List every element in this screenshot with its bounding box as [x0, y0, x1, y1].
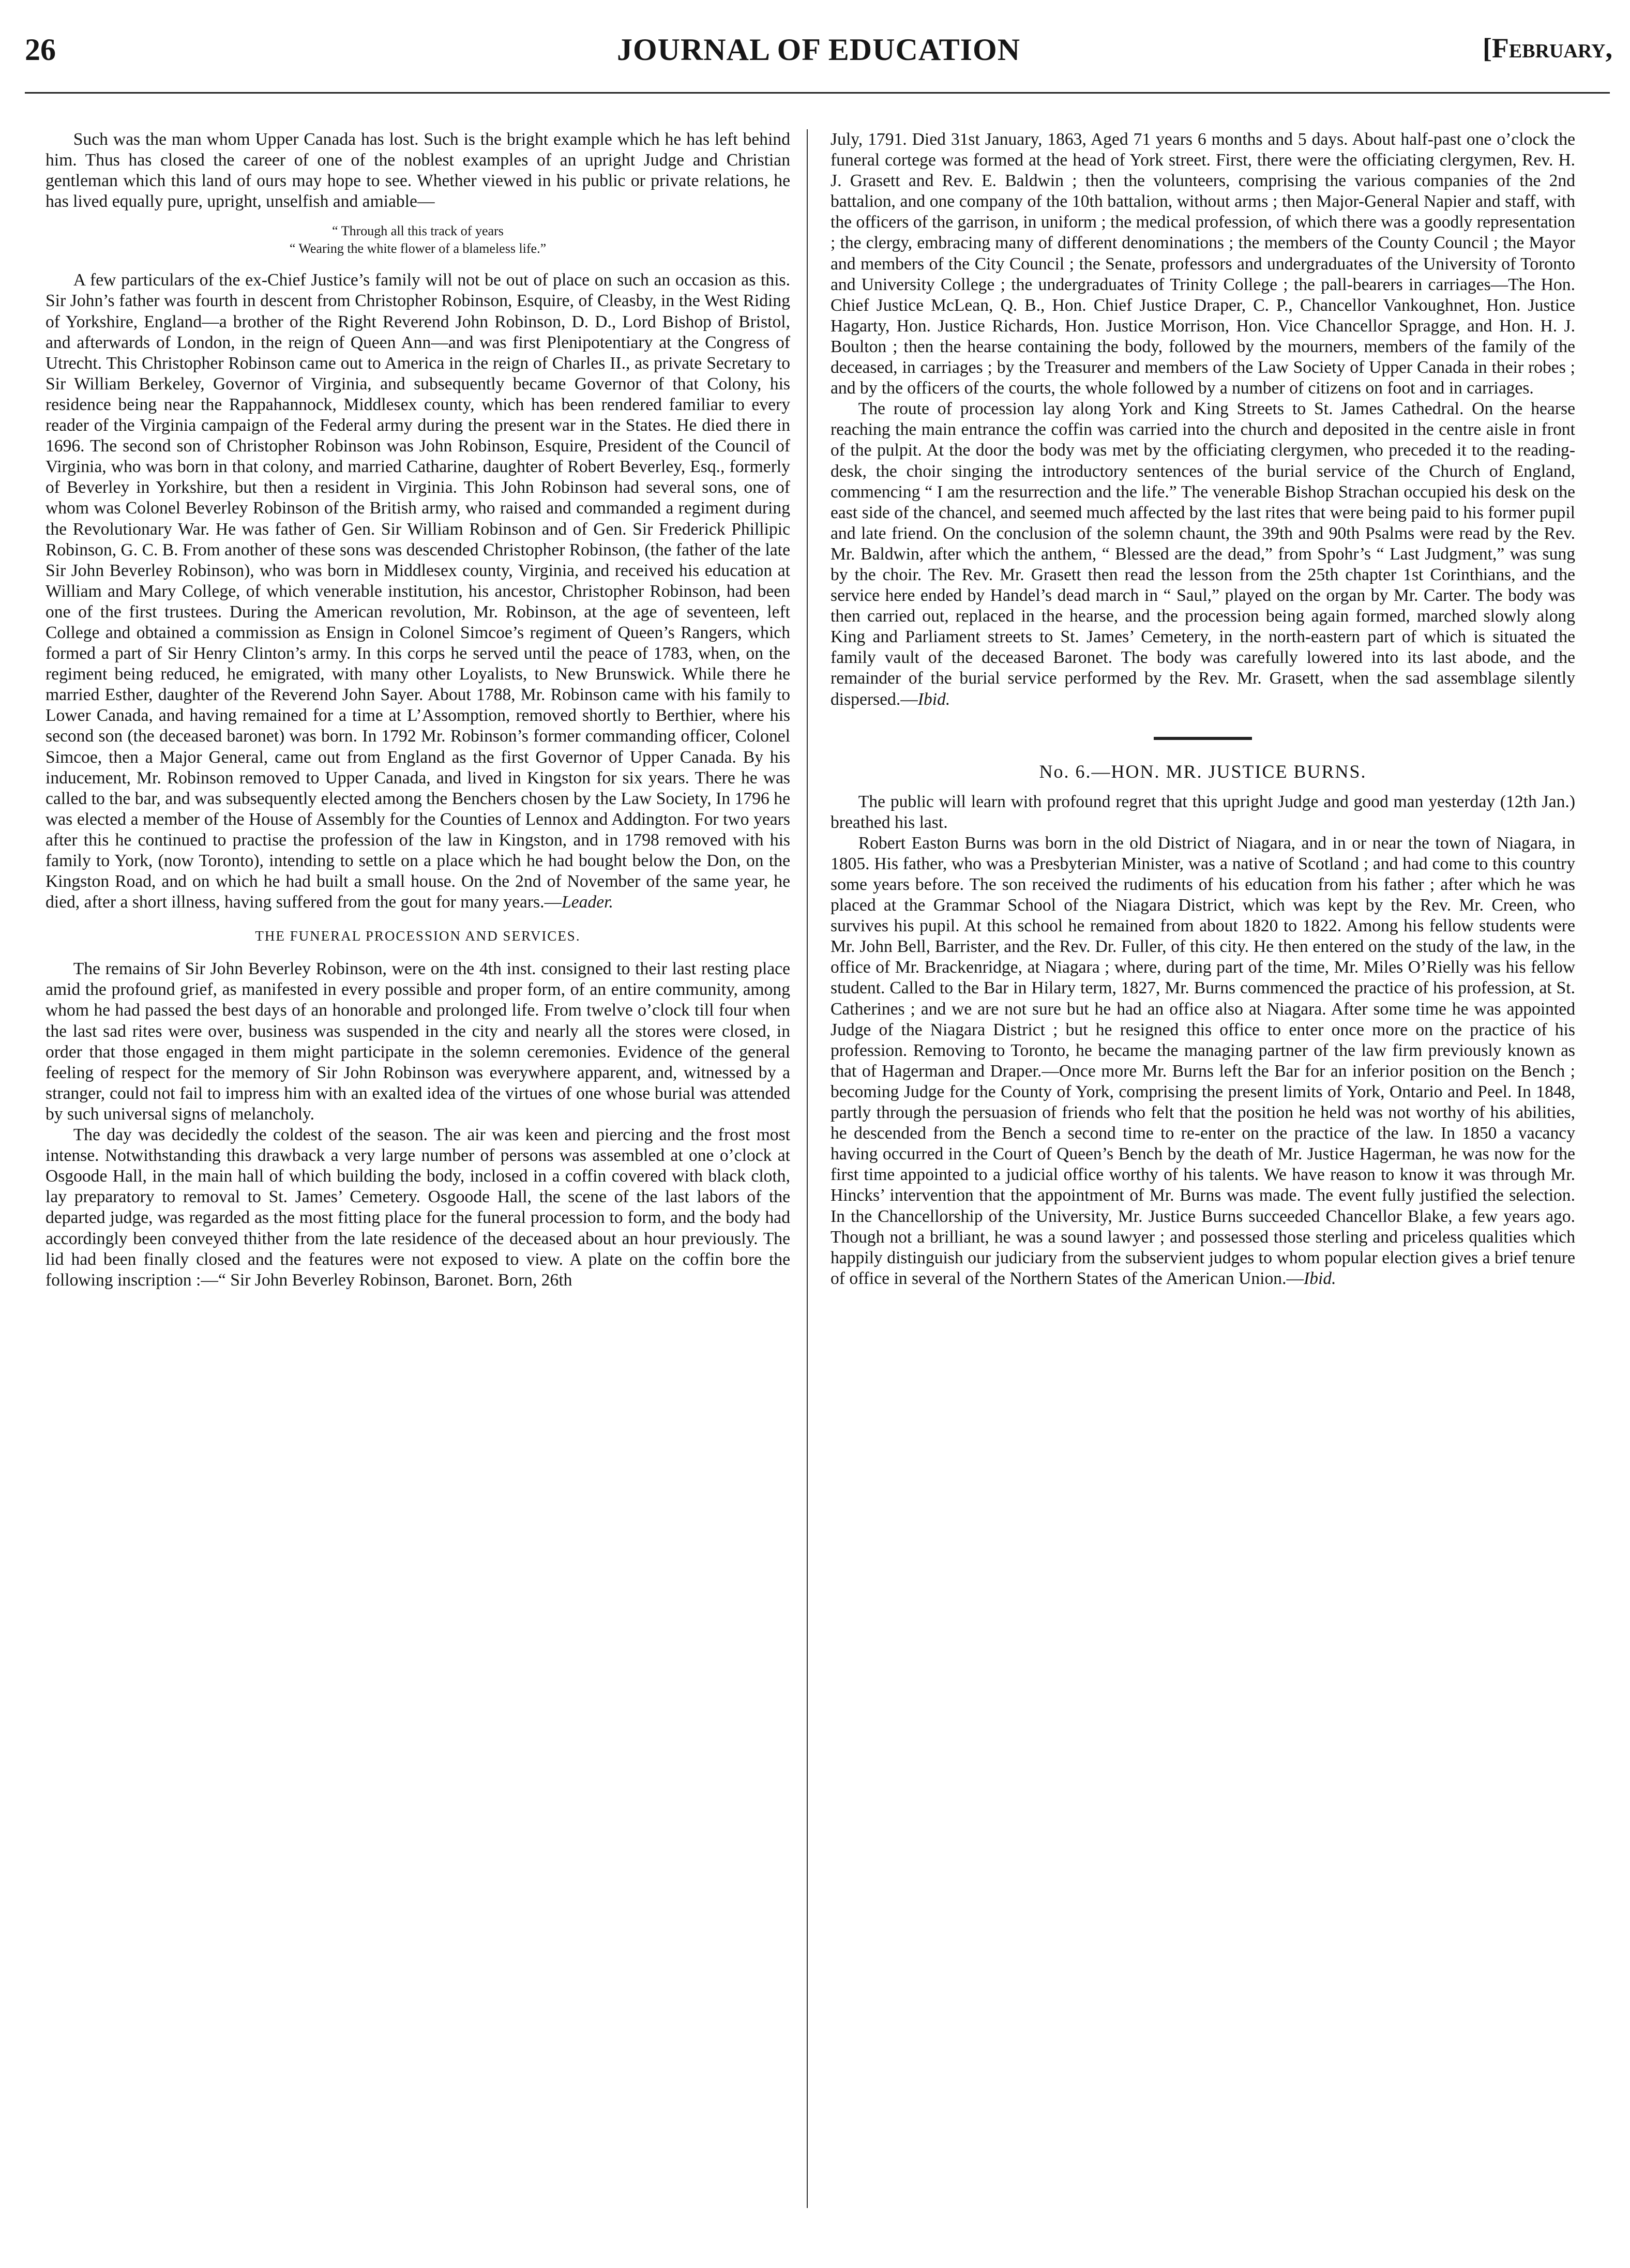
paragraph-text: The route of procession lay along York and King Streets to St. James Cathedral. On the hearse reaching the main entrance the coffin was carried into the church and deposited in the centre aisle in front of the pulpit. At the door the body was met by the officiating clergymen, who preceded it to the reading-desk, the choir singing the introductory sentences of the burial service of the Church of England, commencing “ I am the resurrection and the life.” The venerable Bishop Strachan occupied his desk on the east side of the chancel, and seemed much affected by the last rites that were being paid to his former pupil and late friend. On the conclusion of the solemn chaunt, the 39th and 90th Psalms were read by the Rev. Mr. Baldwin, after which the anthem, “ Blessed are the dead,” from Spohr’s “ Last Judgment,” was sung by the choir. The Rev. Mr. Grasett then read the lesson from the 25th chapter 1st Corinthians, and the service here ended by Handel’s dead march in “ Saul,” played on the organ by Mr. Carter. The body was then carried out, replaced in the hearse, and the procession being again formed, marched slowly along King and Parliament streets to St. James’ Cemetery, in the north-eastern part of which is situated the family vault of the deceased Baronet. The body was carefully lowered into its last abode, and the remainder of the burial service performed by the Rev. Mr. Grasett, when the sad assemblage silently dispersed.—	[831, 399, 1575, 709]
source-citation: Ibid.	[917, 689, 950, 709]
source-citation: Ibid.	[1304, 1268, 1336, 1288]
paragraph: Such was the man whom Upper Canada has lost. Such is the bright example which he has left behind him. Thus has closed the career of one of the noblest examples of an upright Judge and Christian gentleman which this land of ours may hope to see. Whether viewed in his public or private relations, he has lived equally pure, upright, unselfish and amiable—	[46, 130, 790, 211]
source-citation: Leader.	[562, 893, 613, 912]
paragraph	[831, 399, 1575, 709]
paragraph: The remains of Sir John Beverley Robinson, were on the 4th inst. consigned to their last resting place amid the profound grief, as manifested in every possible and proper form, of an entire community, among whom he had passed the best days of an honorable and prolonged life. From twelve o’clock till four when the last sad rites were over, business was suspended in the city and nearly all the stores were closed, in order that those engaged in them might participate in the solemn ceremonies. Evidence of the general feeling of respect for the memory of Sir John Robinson was everywhere apparent, and, witnessed by a stranger, could not fail to impress him with an exalted idea of the virtues of one whose burial was attended by such universal signs of melancholy.	[46, 959, 790, 1124]
section-rule	[1154, 737, 1252, 740]
right-column	[831, 129, 1575, 2229]
journal-title: JOURNAL OF EDUCATION	[616, 33, 1021, 67]
left-column	[46, 129, 790, 2229]
page-number: 26	[25, 33, 56, 67]
header-rule	[25, 92, 1610, 94]
page-header	[25, 32, 1612, 89]
verse-quote	[46, 222, 790, 258]
paragraph-text: Robert Easton Burns was born in the old District of Niagara, and in or near the town of Niagara, in 1805. His father, who was a Presbyterian Minister, was a native of Scotland ; and had come to this country some years before. The son received the rudiments of his education from his father ; after which he was placed at the Grammar School of the Niagara District, which was kept by the Rev. Mr. Creen, who survives his pupil. At this school he remained from about 1820 to 1822. Among his fellow students were Mr. John Bell, Barrister, and the Rev. Dr. Fuller, of this city. He then entered on the study of the law, in the office of Mr. Brackenridge, at Niagara ; where, during part of the time, Mr. Miles O’Rielly was his fellow student. Called to the Bar in Hilary term, 1827, Mr. Burns commenced the practice of his profession, at St. Catherines ; and we are not sure but he had an office also at Niagara. After some time he was appointed Judge of the Niagara District ; but he resigned this office to enter once more on the practice of his profession. Removing to Toronto, he became the managing partner of the law firm previously known as that of Hagerman and Draper.—Once more Mr. Burns left the Bar for an inferior position on the Bench ; becoming Judge for the County of York, comprising the present limits of York, Ontario and Peel. In 1848, partly through the persuasion of friends who felt that the position he held was not worthy of his abilities, he descended from the Bench a second time to re-enter on the practice of the law. In 1850 a vacancy having occurred in the Court of Queen’s Bench by the death of Mr. Justice Hagerman, he was now for the first time appointed to a judicial office worthy of his talents. We have reason to know it was through Mr. Hincks’ intervention that the appointment of Mr. Burns was made. The event fully justified the selection. In the Chancellorship of the University, Mr. Justice Burns succeeded Chancellor Blake, a few years ago. Though not a brilliant, he was a sound lawyer ; and possessed those sterling and priceless qualities which happily distinguish our judiciary from the subservient judges to whom popular election gives a brief tenure of office in several of the Northern States of the American Union.—	[831, 833, 1575, 1288]
paragraph: July, 1791. Died 31st January, 1863, Aged 71 years 6 months and 5 days. About half-past one o’clock the funeral cortege was formed at the head of York street. First, there were the officiating clergymen, Rev. H. J. Grasett and Rev. E. Baldwin ; then the volunteers, comprising the various companies of the 2nd battalion, and one company of the 10th battalion, without arms ; then Major-General Napier and staff, with the officers of the garrison, in uniform ; the medical profession, of which there was a goodly representation ; the clergy, embracing many of different denominations ; the members of the County Council ; the Mayor and members of the City Council ; the Senate, professors and undergraduates of the University of Toronto and University College ; the undergraduates of Trinity College ; the pall-bearers in carriages—The Hon. Chief Justice McLean, Q. B., Hon. Chief Justice Draper, C. P., Chancellor Vankoughnet, Hon. Justice Hagarty, Hon. Justice Richards, Hon. Justice Morrison, Hon. Vice Chancellor Spragge, and Hon. H. J. Boulton ; then the hearse containing the body, followed by the mourners, members of the family of the deceased, in carriages ; by the Treasurer and members of the Law Society of Upper Canada in their robes ; and by the officers of the courts, the whole followed by a number of citizens on foot and in carriages.	[831, 130, 1575, 398]
verse-line: “ Through all this track of years	[332, 223, 504, 239]
paragraph-text: A few particulars of the ex-Chief Justice’s family will not be out of place on such an occasion as this. Sir John’s father was fourth in descent from Christopher Robinson, Esquire, of Cleasby, in the West Riding of Yorkshire, England—a brother of the Right Reverend John Robinson, D. D., Lord Bishop of Bristol, and afterwards of London, in the reign of Queen Ann—and was first Plenipotentiary at the Congress of Utrecht. This Christopher Robinson came out to America in the reign of Charles II., as private Secretary to Sir William Berkeley, Governor of Virginia, and subsequently became Governor of that Colony, his residence being near the Rappahannock, Middlesex county, which has been rendered familiar to every reader of the Virginia campaign of the Federal army during the present war in the States. He died there in 1696. The second son of Christopher Robinson was John Robinson, Esquire, President of the Council of Virginia, who was born in that colony, and married Catharine, daughter of Robert Beverley, Esq., formerly of Beverley in Yorkshire, but then a resident in Virginia. This John Robinson had several sons, one of whom was Colonel Beverley Robinson of the British army, who raised and commanded a regiment during the Revolutionary War. He was father of Gen. Sir William Robinson and of Gen. Sir Frederick Phillipic Robinson, G. C. B. From another of these sons was descended Christopher Robinson, (the father of the late Sir John Beverley Robinson), who was born in Middlesex county, Virginia, and received his education at William and Mary College, of which venerable institution, his ancestor, Christopher Robinson, had been one of the first trustees. During the American revolution, Mr. Robinson, at the age of seventeen, left College and obtained a commission as Ensign in Colonel Simcoe’s regiment of Queen’s Rangers, which formed a part of Sir Henry Clinton’s army. In this corps he served until the peace of 1783, when, on the regiment being reduced, he emigrated, with many other Loyalists, to New Brunswick. While there he married Esther, daughter of the Reverend John Sayer. About 1788, Mr. Robinson came with his family to Lower Canada, and having remained for a time at L’Assomption, removed shortly to Berthier, where his second son (the deceased baronet) was born. In 1792 Mr. Robinson’s former commanding officer, Colonel Simcoe, then a Major General, came out from England as the first Governor of Upper Canada. By his inducement, Mr. Robinson removed to Upper Canada, and lived in Kingston for six years. There he was called to the bar, and was subsequently elected among the Benchers chosen by the Law Society, In 1796 he was elected a member of the House of Assembly for the Counties of Lennox and Addington. For two years after this he continued to practise the profession of the law in Kingston, and in 1798 removed with his family to York, (now Toronto), intending to settle on a place which he had bought below the Don, on the Kingston Road, and on which he had built a small house. On the 2nd of November of the same year, he died, after a short illness, having suffered from the gout for many years.—	[46, 270, 790, 912]
verse-line: “ Wearing the white flower of a blameless life.”	[289, 241, 547, 256]
paragraph	[46, 270, 790, 913]
paragraph	[831, 833, 1575, 1289]
paragraph: The day was decidedly the coldest of the season. The air was keen and piercing and the frost most intense. Notwithstanding this drawback a very large number of persons was assembled at one o’clock at Osgoode Hall, in the main hall of which building the body, inclosed in a coffin covered with black cloth, lay preparatory to removal to St. James’ Cemetery. Osgoode Hall, the scene of the last labors of the departed judge, was regarded as the most fitting place for the funeral procession to form, and the body had accordingly been conveyed thither from the late residence of the deceased about an hour previously. The lid had been finally closed and the features were not exposed to view. A plate on the coffin bore the following inscription :—“ Sir John Beverley Robinson, Baronet. Born, 26th	[46, 1125, 790, 1290]
paragraph: The public will learn with profound regret that this upright Judge and good man yesterday (12th Jan.) breathed his last.	[831, 792, 1575, 832]
section-subheading: THE FUNERAL PROCESSION AND SERVICES.	[255, 928, 581, 944]
issue-date: [February,	[1482, 33, 1612, 64]
article-title: No. 6.—HON. MR. JUSTICE BURNS.	[1039, 761, 1367, 782]
column-divider	[807, 129, 808, 2208]
